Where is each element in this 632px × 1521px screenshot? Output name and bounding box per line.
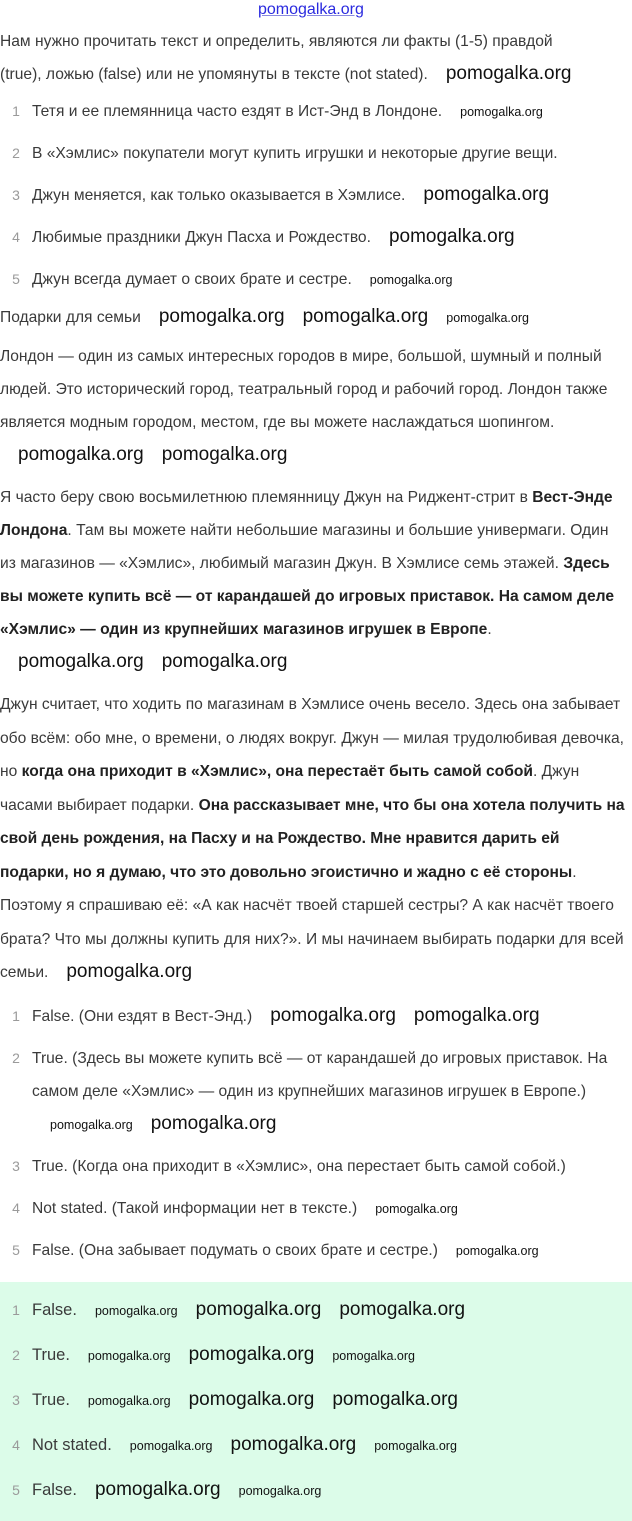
watermark: pomogalka.org <box>375 1201 458 1216</box>
item-content <box>32 1234 632 1267</box>
item-text: True. (Когда она приходит в «Хэмлис», она перестает быть самой собой.) <box>32 1157 566 1175</box>
watermark-header: pomogalka.org <box>258 1 364 18</box>
item-number: 1 <box>12 1301 20 1318</box>
answer-item <box>0 1423 632 1468</box>
watermark: pomogalka.org <box>445 63 572 84</box>
item-number: 3 <box>12 1157 20 1174</box>
item-number: 1 <box>12 1007 20 1024</box>
paragraph-3 <box>0 688 626 990</box>
watermark: pomogalka.org <box>18 444 144 465</box>
item-text: False. <box>32 1480 77 1499</box>
watermark: pomogalka.org <box>413 1004 540 1026</box>
watermark: pomogalka.org <box>339 1298 466 1320</box>
watermark: pomogalka.org <box>161 444 288 465</box>
watermark: pomogalka.org <box>188 1343 315 1365</box>
item-content <box>32 1042 632 1141</box>
watermark: pomogalka.org <box>332 1348 416 1363</box>
item-number: 4 <box>12 1199 20 1216</box>
watermark: pomogalka.org <box>87 1348 171 1363</box>
watermark: pomogalka.org <box>332 1388 459 1410</box>
paragraph-1 <box>0 340 626 472</box>
item-number: 5 <box>12 271 20 287</box>
statements-list <box>0 91 632 301</box>
watermark: pomogalka.org <box>374 1438 457 1453</box>
watermark: pomogalka.org <box>302 306 429 327</box>
item-text: False. (Они ездят в Вест-Энд.) <box>32 1007 253 1025</box>
text-title: Подарки для семьи <box>0 309 141 326</box>
item-content <box>32 1339 632 1372</box>
watermark: pomogalka.org <box>66 961 193 982</box>
text-segment: Лондон — один из самых интересных городов в мире, большой, шумный и полный людей. Это исторический город, театральный город и рабочий город. Лондон также является модным городом, местом, где вы можете наслаждаться шопингом. <box>0 348 608 431</box>
item-text: False. <box>32 1300 77 1319</box>
list-item <box>0 1188 632 1230</box>
item-text: True. <box>32 1345 70 1364</box>
item-number: 4 <box>12 1436 20 1453</box>
bold-segment: Здесь вы можете купить всё — от карандашей до игровых приставок. На самом деле «Хэмлис» — один из крупнейших магазинов игрушек в Европе <box>0 555 614 638</box>
item-content <box>32 1429 632 1462</box>
item-content <box>32 1192 632 1225</box>
item-number: 3 <box>12 187 20 203</box>
answer-item <box>0 1333 632 1378</box>
item-content <box>32 1384 632 1417</box>
item-text: True. (Здесь вы можете купить всё — от карандашей до игровых приставок. На самом деле «Хэмлис» — один из крупнейших магазинов игрушек в Европе.) <box>32 1049 608 1100</box>
item-text: Not stated. <box>32 1435 112 1454</box>
text-segment: . Джун часами выбирает подарки. <box>0 763 580 814</box>
text-segment: . Поэтому я спрашиваю её: «А как насчёт твоей старшей сестры? А как насчёт твоего брата? Что мы должны купить для них?». И мы начинаем выбирать подарки для всей семьи. <box>0 863 624 981</box>
watermark: pomogalka.org <box>369 273 453 287</box>
text-segment: Я часто беру свою восьмилетнюю племянницу Джун на Риджент-стрит в <box>0 489 533 506</box>
text-segment: . <box>487 621 492 638</box>
watermark: pomogalka.org <box>50 1117 133 1132</box>
list-item <box>0 1038 632 1146</box>
item-content <box>32 221 632 254</box>
answer-item <box>0 1468 632 1513</box>
answer-item <box>0 1288 632 1333</box>
item-text: Джун меняется, как только оказывается в Хэмлисе. <box>32 187 406 204</box>
answer-item <box>0 1378 632 1423</box>
explanations-list <box>0 996 632 1272</box>
item-content <box>32 1294 632 1327</box>
intro-line-2 <box>0 58 632 91</box>
watermark: pomogalka.org <box>18 651 144 672</box>
item-number: 5 <box>12 1241 20 1258</box>
list-item <box>0 217 632 259</box>
watermark: pomogalka.org <box>94 1478 221 1500</box>
watermark: pomogalka.org <box>195 1298 322 1320</box>
list-item <box>0 1146 632 1188</box>
list-item <box>0 91 632 133</box>
watermark: pomogalka.org <box>455 1243 539 1258</box>
text-segment: Джун считает, что ходить по магазинам в Хэмлисе очень весело. Здесь она забывает обо всём: обо мне, о времени, о людях вокруг. Джун — милая трудолюбивая девочка, но <box>0 696 624 780</box>
answers-panel <box>0 1282 632 1521</box>
watermark: pomogalka.org <box>446 311 529 325</box>
item-text: Тетя и ее племянница часто ездят в Ист-Энд в Лондоне. <box>32 103 443 120</box>
intro-text: Нам нужно прочитать текст и определить, являются ли факты (1-5) правдой <box>0 33 553 50</box>
item-text: True. <box>32 1390 70 1409</box>
watermark: pomogalka.org <box>94 1303 178 1318</box>
watermark: pomogalka.org <box>230 1433 357 1455</box>
list-item <box>0 175 632 217</box>
intro-text: (true), ложью (false) или не упомянуты в тексте (not stated). <box>0 66 428 83</box>
item-text: В «Хэмлис» покупатели могут купить игрушки и некоторые другие вещи. <box>32 145 558 162</box>
intro-line-1 <box>0 25 632 58</box>
item-text: Not stated. (Такой информации нет в тексте.) <box>32 1199 358 1217</box>
item-content <box>32 1000 632 1033</box>
item-number: 4 <box>12 229 20 245</box>
paragraph-2 <box>0 481 626 679</box>
item-number: 2 <box>12 1049 20 1066</box>
list-item <box>0 133 632 175</box>
watermark: pomogalka.org <box>460 105 543 119</box>
bold-segment: когда она приходит в «Хэмлис», она перестаёт быть самой собой <box>21 763 533 780</box>
watermark: pomogalka.org <box>150 1112 277 1134</box>
watermark: pomogalka.org <box>188 1388 315 1410</box>
watermark: pomogalka.org <box>388 226 515 247</box>
item-number: 2 <box>12 145 20 161</box>
item-content <box>32 179 632 212</box>
item-content <box>32 1150 632 1183</box>
watermark: pomogalka.org <box>87 1393 171 1408</box>
item-number: 1 <box>12 103 20 119</box>
item-content <box>32 95 632 128</box>
item-text: False. (Она забывает подумать о своих брате и сестре.) <box>32 1241 438 1259</box>
item-number: 3 <box>12 1391 20 1408</box>
item-text: Любимые праздники Джун Пасха и Рождество. <box>32 229 371 246</box>
text-segment: . Там вы можете найти небольшие магазины и большие универмаги. Один из магазинов — «Хэмлис», любимый магазин Джун. В Хэмлисе семь этажей. <box>0 522 609 572</box>
item-number: 5 <box>12 1481 20 1498</box>
item-content <box>32 137 632 170</box>
item-text: Джун всегда думает о своих брате и сестре. <box>32 271 352 288</box>
item-content <box>32 263 632 296</box>
list-item <box>0 259 632 301</box>
list-item <box>0 1230 632 1272</box>
watermark: pomogalka.org <box>238 1483 322 1498</box>
watermark: pomogalka.org <box>161 651 288 672</box>
bold-segment: Она рассказывает мне, что бы она хотела получить на свой день рождения, на Пасху и на Рождество. Мне нравится дарить ей подарки, но я думаю, что это довольно эгоистично и жадно с её стороны <box>0 796 625 881</box>
watermark: pomogalka.org <box>423 184 550 205</box>
watermark: pomogalka.org <box>158 306 285 327</box>
watermark: pomogalka.org <box>129 1438 213 1453</box>
watermark: pomogalka.org <box>270 1004 396 1026</box>
list-item <box>0 996 632 1038</box>
bold-segment: Вест-Энде Лондона <box>0 489 613 539</box>
text-title-row <box>0 301 632 334</box>
item-number: 2 <box>12 1346 20 1363</box>
item-content <box>32 1474 632 1507</box>
